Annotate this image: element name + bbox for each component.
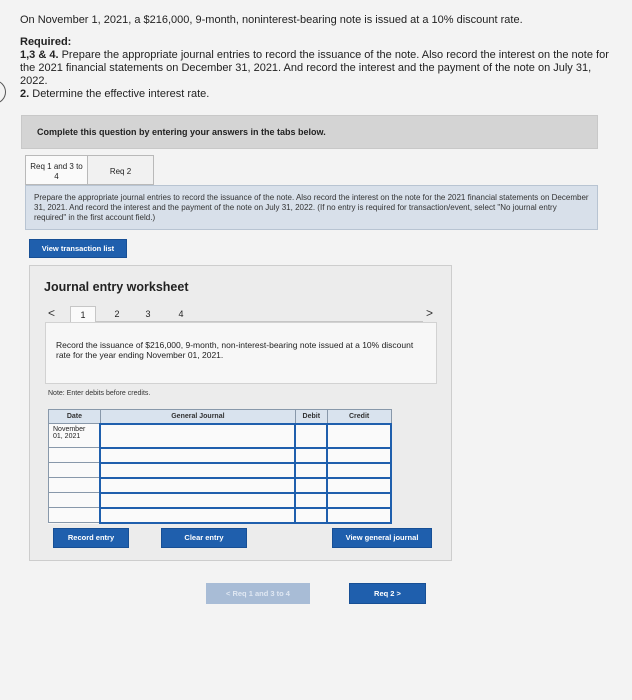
debit-input[interactable] [295,463,327,478]
tab-req-1-label-line2: 4 [54,172,59,181]
debit-input[interactable] [295,493,327,508]
account-input[interactable] [100,463,295,478]
view-general-journal-button[interactable]: View general journal [332,528,432,548]
credit-input[interactable] [327,508,391,523]
step-2[interactable]: 2 [114,309,120,319]
col-general-journal: General Journal [100,410,295,424]
table-row [49,463,392,478]
requirement-2-prefix: 2. [20,88,30,100]
col-debit: Debit [295,410,327,424]
date-cell [49,508,101,523]
table-row [49,448,392,463]
date-cell [49,448,101,463]
next-tab-button[interactable]: Req 2 > [349,583,426,604]
step-1[interactable]: 1 [70,306,96,323]
debit-input[interactable] [295,508,327,523]
col-date: Date [49,410,101,424]
worksheet-title: Journal entry worksheet [44,280,189,294]
account-input[interactable] [100,493,295,508]
requirement-2 [20,88,610,101]
date-cell [49,478,101,493]
date-line2: 01, 2021 [53,433,81,440]
table-row [49,508,392,523]
account-input[interactable] [100,478,295,493]
tab-req-1-and-3-to-4[interactable] [25,155,88,185]
table-row [49,424,392,448]
collapse-arc-icon [0,80,6,104]
view-transaction-list-button[interactable]: View transaction list [29,239,127,258]
chevron-left-icon[interactable]: < [48,306,56,320]
requirement-1-3-4 [20,49,610,88]
credit-input[interactable] [327,448,391,463]
credit-input[interactable] [327,463,391,478]
journal-table [48,409,392,524]
prev-tab-button[interactable]: < Req 1 and 3 to 4 [206,583,310,604]
table-row [49,478,392,493]
tab-req-1-label-line1: Req 1 and 3 to [30,162,83,171]
requirement-1-3-4-text: Prepare the appropriate journal entries to record the issuance of the note. Also record the interest on the note for the 2021 financial statements on December 31, 2021. And record the interest and the payment of the note on July 31, 2022. [20,49,609,87]
credit-input[interactable] [327,424,391,448]
tab-instructions: Prepare the appropriate journal entries to record the issuance of the note. Also record the interest on the note for the 2021 financial statements on December 31, 2021. And record the interest and the payment of the note on July 31, 2022. (If no entry is required for transaction/event, select "No journal entry required" in the first account field.) [25,185,598,230]
step-3[interactable]: 3 [145,309,151,319]
account-input[interactable] [100,508,295,523]
debits-note: Note: Enter debits before credits. [48,390,151,397]
credit-input[interactable] [327,478,391,493]
problem-statement [20,14,610,101]
record-entry-button[interactable]: Record entry [53,528,129,548]
date-line1: November [53,426,86,433]
account-input[interactable] [100,448,295,463]
required-label: Required: [20,36,72,48]
account-input[interactable] [100,424,295,448]
clear-entry-button[interactable]: Clear entry [161,528,247,548]
debit-input[interactable] [295,478,327,493]
journal-entry-worksheet [29,265,452,561]
step-4[interactable]: 4 [178,309,184,319]
entry-description: Record the issuance of $216,000, 9-month, non-interest-bearing note issued at a 10% discount rate for the year ending November 01, 2021. [45,322,437,384]
complete-question-banner: Complete this question by entering your answers in the tabs below. [21,115,598,149]
debit-input[interactable] [295,448,327,463]
date-cell [49,424,101,448]
credit-input[interactable] [327,493,391,508]
requirement-1-3-4-prefix: 1,3 & 4. [20,49,59,61]
col-credit: Credit [327,410,391,424]
tab-req-2[interactable] [88,155,154,185]
problem-line: On November 1, 2021, a $216,000, 9-month, noninterest-bearing note is issued at a 10% discount rate. [20,14,523,26]
date-cell [49,463,101,478]
debit-input[interactable] [295,424,327,448]
date-cell [49,493,101,508]
tab-req-2-label: Req 2 [109,167,132,176]
chevron-right-icon[interactable]: > [426,306,434,320]
table-row [49,493,392,508]
requirement-2-text: Determine the effective interest rate. [29,88,210,100]
